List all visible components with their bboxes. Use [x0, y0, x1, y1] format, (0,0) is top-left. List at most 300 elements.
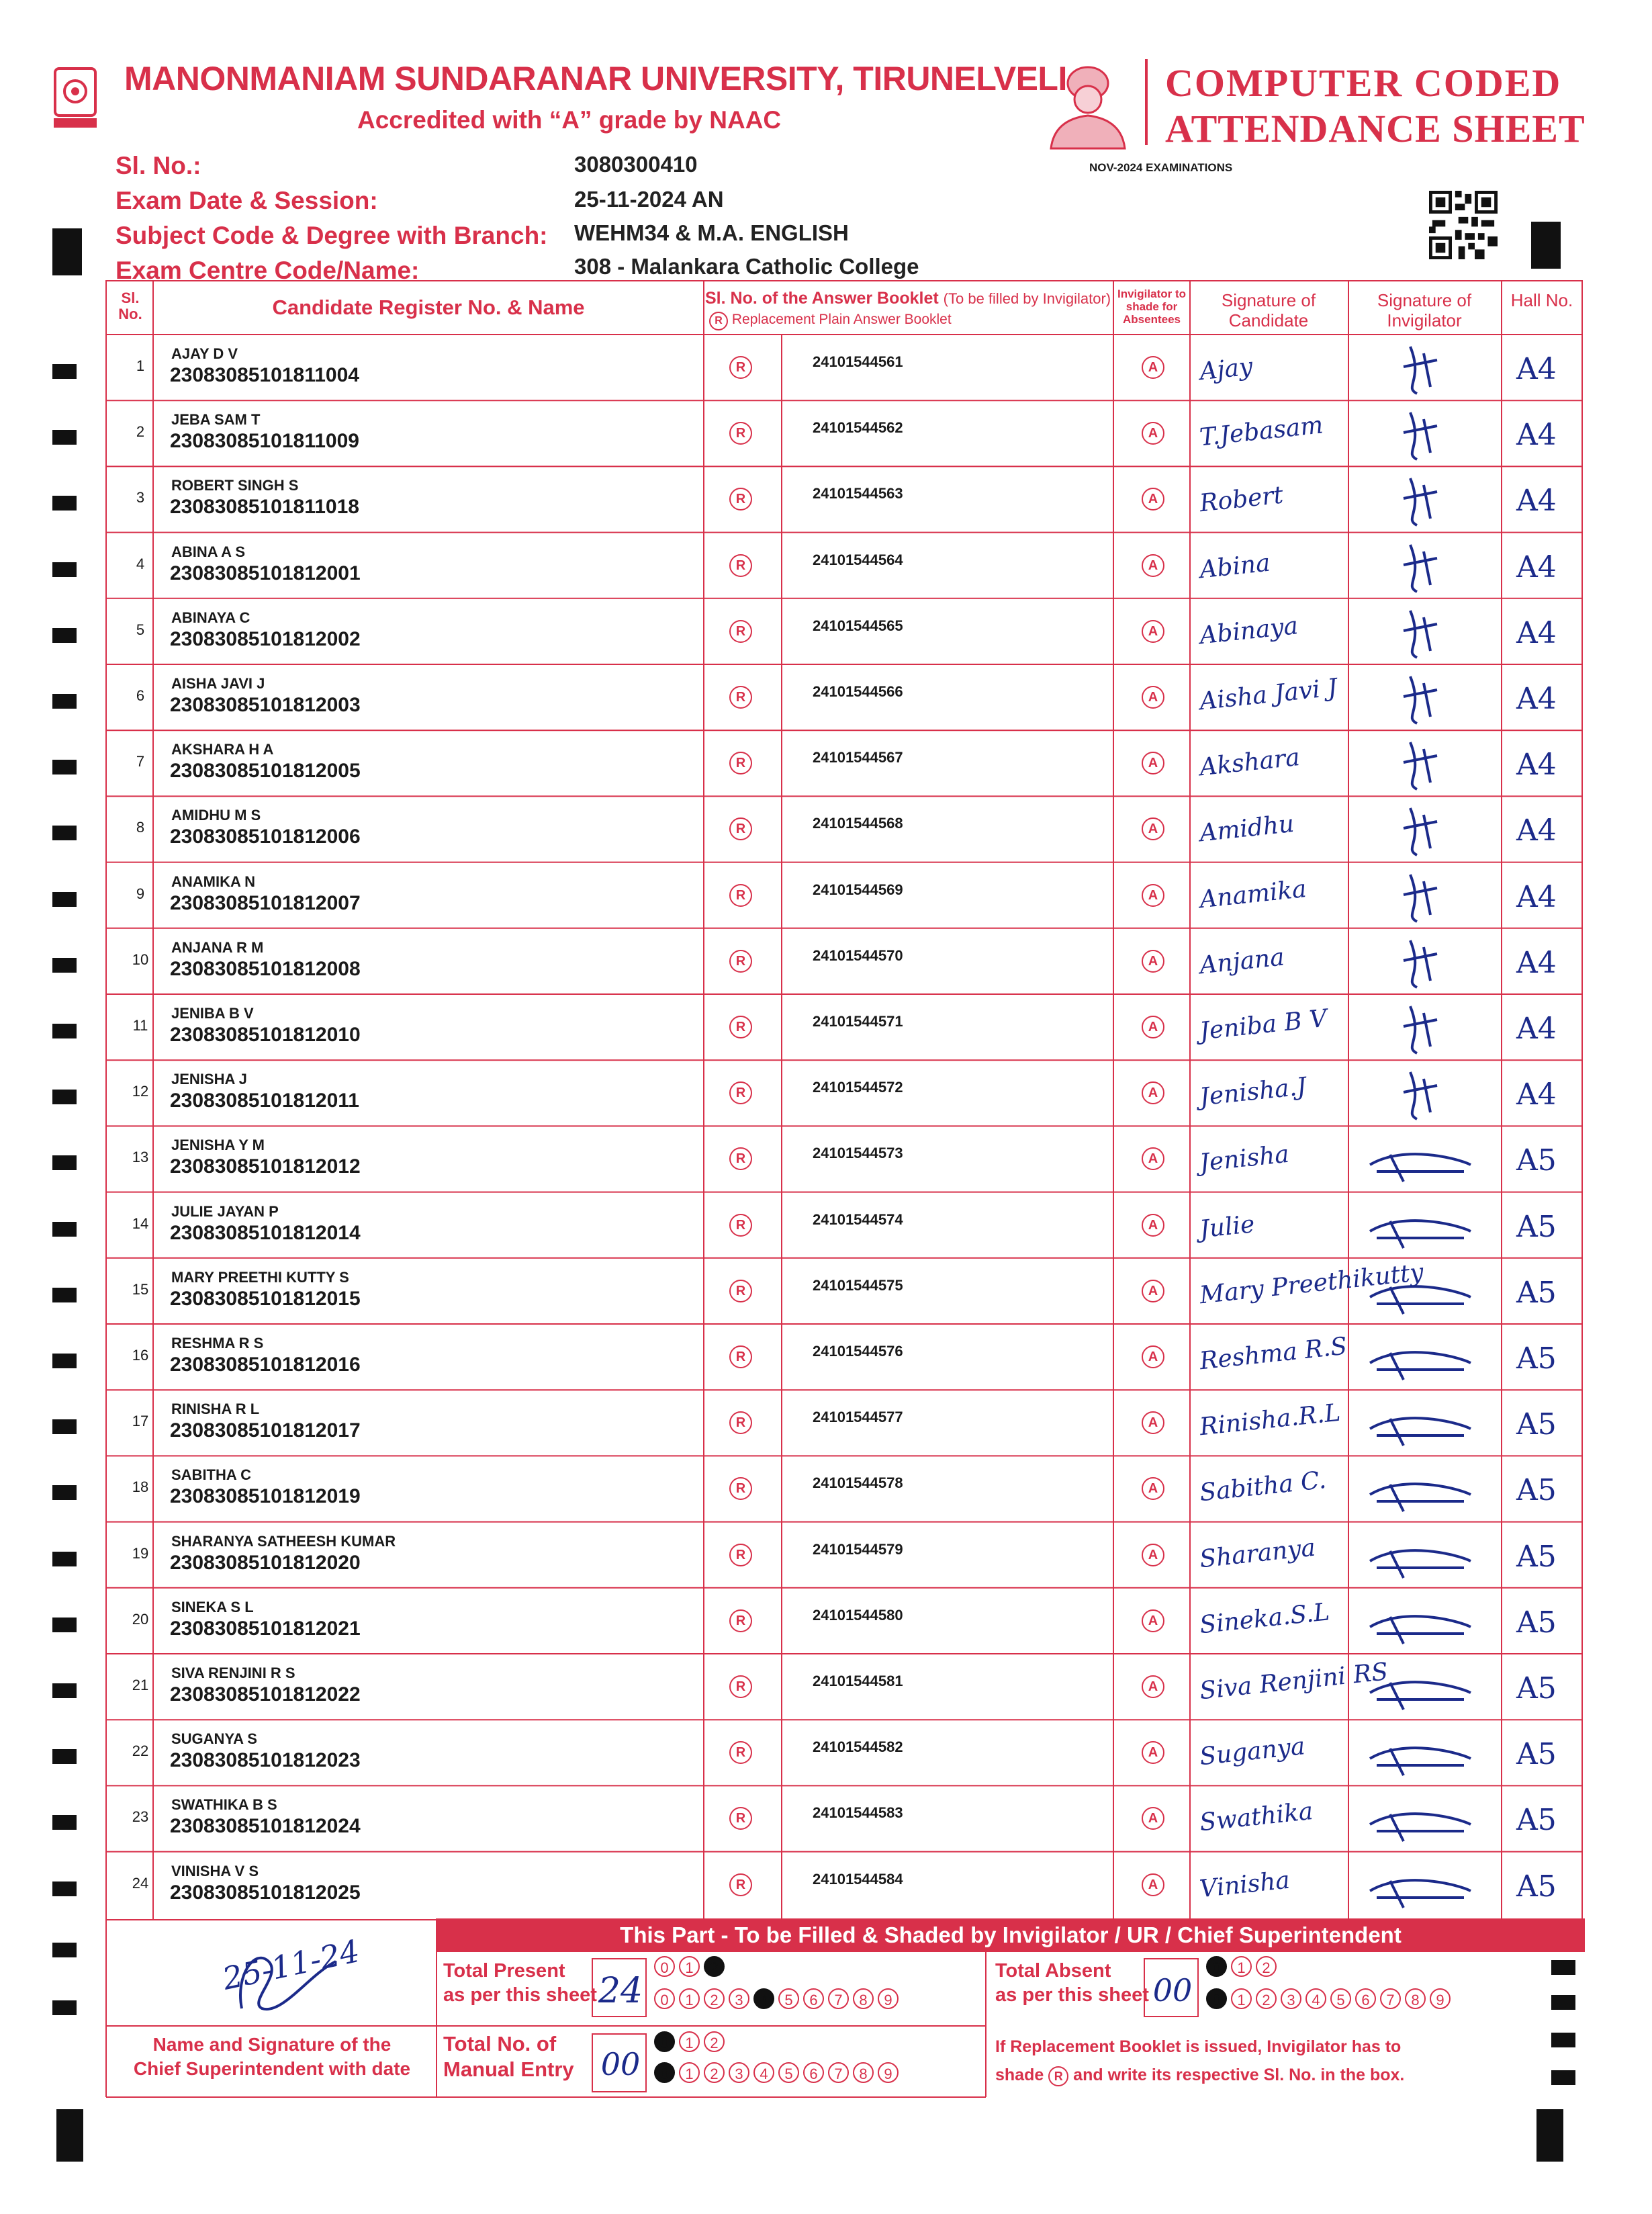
absent-bubble[interactable]: A — [1142, 1741, 1164, 1764]
candidate-signature: Mary Preethikutty — [1198, 1258, 1425, 1310]
candidate-name: JENISHA Y M — [171, 1137, 265, 1154]
candidate-name: SUGANYA S — [171, 1730, 257, 1748]
candidate-signature: Sineka.S.L — [1198, 1598, 1331, 1640]
row-sl: 1 — [136, 357, 145, 374]
field-label-centre: Exam Centre Code/Name: — [116, 257, 420, 284]
digit-bubble[interactable]: 9 — [878, 2062, 899, 2083]
register-number: 23083085101812022 — [170, 1683, 361, 1706]
digit-bubble[interactable]: 0 — [654, 2031, 675, 2052]
col-header-sig-invigilator: Signature of Invigilator — [1377, 290, 1472, 330]
replacement-bubble[interactable]: R — [729, 1544, 752, 1566]
register-number: 23083085101812024 — [170, 1815, 361, 1838]
candidate-signature: Sharanya — [1198, 1534, 1317, 1573]
field-value-centre: 308 - Malankara Catholic College — [574, 254, 919, 279]
candidate-signature: Suganya — [1198, 1732, 1307, 1771]
qr-code — [1429, 191, 1498, 259]
register-number: 23083085101812003 — [170, 694, 361, 716]
absent-bubble[interactable]: A — [1142, 554, 1164, 577]
digit-bubble[interactable]: 1 — [679, 1988, 700, 2009]
replacement-bubble[interactable]: R — [729, 1807, 752, 1830]
register-number: 23083085101812005 — [170, 760, 361, 783]
accreditation: Accredited with “A” grade by NAAC — [357, 106, 782, 134]
row-sl: 24 — [132, 1874, 149, 1892]
invigilator-signature — [1363, 1857, 1484, 1914]
digit-bubble[interactable]: 6 — [1355, 1988, 1376, 2009]
row-sl: 16 — [132, 1347, 149, 1364]
timing-mark — [52, 694, 77, 709]
digit-bubble[interactable]: 0 — [654, 2062, 675, 2083]
timing-mark — [52, 1552, 77, 1566]
digit-bubble[interactable]: 8 — [1405, 1988, 1426, 2009]
candidate-name: RESHMA R S — [171, 1335, 264, 1352]
timing-mark — [52, 1288, 77, 1302]
candidate-name: AMIDHU M S — [171, 807, 261, 824]
hall-number: A4 — [1516, 1012, 1557, 1046]
register-number: 23083085101812010 — [170, 1024, 361, 1046]
candidate-name: JENIBA B V — [171, 1005, 254, 1022]
candidate-signature: Abina — [1198, 549, 1272, 584]
chief-signature-scribble — [228, 1935, 363, 2022]
register-number: 23083085101812001 — [170, 562, 361, 584]
invigilator-signature — [1363, 1593, 1484, 1650]
absent-units-bubbles — [1206, 1988, 1455, 2009]
field-label-slno: Sl. No.: — [116, 152, 201, 179]
booklet-number: 24101544570 — [813, 946, 903, 964]
replacement-bubble[interactable]: R — [729, 884, 752, 907]
chief-label-line1: Name and Signature of the — [152, 2034, 392, 2055]
hall-number: A4 — [1516, 813, 1557, 848]
candidate-signature: Rinisha.R.L — [1198, 1399, 1342, 1442]
digit-bubble[interactable]: 5 — [778, 2062, 799, 2083]
replacement-bubble[interactable]: R — [729, 620, 752, 643]
timing-mark — [52, 1749, 77, 1764]
timing-mark — [52, 1815, 77, 1830]
exam-series: NOV-2024 EXAMINATIONS — [1089, 161, 1233, 174]
registration-mark — [1531, 222, 1561, 269]
digit-bubble[interactable]: 8 — [853, 2062, 874, 2083]
col-header-booklet: Sl. No. of the Answer Booklet — [705, 289, 939, 308]
candidate-name: ANAMIKA N — [171, 873, 256, 890]
digit-bubble[interactable]: 1 — [679, 2031, 700, 2052]
timing-mark — [52, 1155, 77, 1170]
manual-label-line1: Total No. of — [443, 2032, 557, 2055]
booklet-number: 24101544571 — [813, 1013, 903, 1030]
digit-bubble[interactable]: 4 — [753, 1988, 774, 2009]
replacement-note-line1: If Replacement Booklet is issued, Invigilator has to — [995, 2037, 1402, 2056]
replacement-bubble[interactable]: R — [729, 356, 752, 379]
booklet-number: 24101544576 — [813, 1343, 903, 1360]
candidate-signature: Anjana — [1198, 943, 1286, 980]
register-number: 23083085101812011 — [170, 1090, 359, 1112]
booklet-number: 24101544573 — [813, 1145, 903, 1162]
digit-bubble[interactable]: 9 — [1430, 1988, 1451, 2009]
row-sl: 22 — [132, 1742, 149, 1760]
row-sl: 12 — [132, 1083, 149, 1100]
timing-mark — [52, 760, 77, 774]
absent-bubble[interactable]: A — [1142, 1214, 1164, 1237]
absent-bubble[interactable]: A — [1142, 884, 1164, 907]
candidate-name: MARY PREETHI KUTTY S — [171, 1268, 349, 1286]
row-sl: 6 — [136, 687, 145, 704]
candidate-name: RINISHA R L — [171, 1401, 260, 1418]
invigilator-signature — [1363, 1198, 1484, 1254]
candidate-name: AJAY D V — [171, 345, 238, 362]
replacement-bubble[interactable]: R — [729, 1477, 752, 1500]
registration-mark — [52, 228, 82, 275]
sheet-title-line2: ATTENDANCE SHEET — [1165, 107, 1586, 150]
absent-label-line1: Total Absent — [995, 1960, 1111, 1982]
replacement-bubble[interactable]: R — [729, 1609, 752, 1632]
replacement-bubble[interactable]: R — [729, 1345, 752, 1368]
candidate-signature: Siva Renjini RS — [1198, 1658, 1389, 1706]
absent-bubble[interactable]: A — [1142, 620, 1164, 643]
candidate-signature: Reshma R.S — [1198, 1332, 1348, 1376]
absent-label-line2: as per this sheet — [995, 1984, 1149, 2006]
register-number: 23083085101812015 — [170, 1287, 361, 1310]
register-number: 23083085101812006 — [170, 826, 361, 848]
col-header-replacement — [709, 312, 952, 330]
timing-mark — [52, 958, 77, 973]
candidate-name: SHARANYA SATHEESH KUMAR — [171, 1532, 396, 1550]
replacement-bubble[interactable]: R — [729, 1873, 752, 1896]
field-label-subject: Subject Code & Degree with Branch: — [116, 222, 548, 249]
replacement-bubble[interactable]: R — [729, 950, 752, 973]
col-header-replacement-label: Replacement Plain Answer Booklet — [731, 312, 952, 327]
digit-bubble[interactable]: 5 — [1330, 1988, 1351, 2009]
present-label-line2: as per this sheet — [443, 1984, 597, 2006]
candidate-name: JENISHA J — [171, 1071, 247, 1088]
booklet-number: 24101544583 — [813, 1804, 903, 1822]
candidate-signature: Aisha Javi J — [1198, 674, 1339, 716]
candidate-signature: Vinisha — [1198, 1866, 1291, 1903]
absent-bubble[interactable]: A — [1142, 1675, 1164, 1698]
booklet-number: 24101544577 — [813, 1409, 903, 1426]
digit-bubble[interactable]: 5 — [778, 1988, 799, 2009]
absent-tens-bubbles — [1206, 1956, 1281, 1977]
row-sl: 21 — [132, 1677, 149, 1693]
booklet-number: 24101544584 — [813, 1870, 903, 1888]
digit-bubble[interactable]: 2 — [1256, 1988, 1277, 2009]
digit-bubble[interactable]: 4 — [753, 2062, 774, 2083]
digit-bubble[interactable]: 3 — [1281, 1988, 1301, 2009]
digit-bubble[interactable]: 2 — [704, 2062, 725, 2083]
absent-bubble[interactable]: A — [1142, 1081, 1164, 1104]
row-sl: 20 — [132, 1610, 149, 1628]
hall-number: A4 — [1516, 879, 1557, 914]
present-units-bubbles — [654, 1988, 903, 2009]
col-header-sl: Sl. No. — [118, 290, 142, 322]
university-logo — [52, 66, 98, 130]
digit-bubble[interactable]: 7 — [828, 2062, 849, 2083]
booklet-number: 24101544579 — [813, 1540, 903, 1558]
hall-number: A5 — [1516, 1671, 1557, 1706]
candidate-name: VINISHA V S — [171, 1862, 259, 1879]
digit-bubble[interactable]: 2 — [1256, 1956, 1277, 1977]
register-number: 23083085101812020 — [170, 1551, 361, 1574]
absent-bubble[interactable]: A — [1142, 1147, 1164, 1170]
absent-bubble[interactable]: A — [1142, 356, 1164, 379]
row-sl: 18 — [132, 1478, 149, 1496]
replacement-bubble[interactable]: R — [729, 554, 752, 577]
field-label-date: Exam Date & Session: — [116, 187, 378, 214]
booklet-number: 24101544575 — [813, 1276, 903, 1294]
invigilator-signature — [1363, 1725, 1484, 1781]
booklet-number: 24101544568 — [813, 815, 903, 832]
timing-mark — [52, 1485, 77, 1500]
booklet-number: 24101544574 — [813, 1210, 903, 1228]
hall-number: A5 — [1516, 1539, 1557, 1574]
timing-mark — [52, 364, 77, 379]
absent-bubble[interactable]: A — [1142, 950, 1164, 973]
invigilator-signature — [1363, 1395, 1484, 1452]
timing-mark — [52, 628, 77, 643]
invigilator-signature — [1363, 934, 1484, 990]
hall-number: A4 — [1516, 748, 1557, 783]
field-value-slno: 3080300410 — [574, 152, 698, 177]
replacement-mark-icon: R — [709, 312, 728, 330]
register-number: 23083085101811004 — [170, 364, 359, 386]
candidate-signature: Sabitha C. — [1198, 1466, 1328, 1507]
row-sl: 4 — [136, 555, 145, 572]
replacement-bubble[interactable]: R — [729, 1147, 752, 1170]
candidate-signature: T.Jebasam — [1198, 411, 1325, 452]
replacement-bubble[interactable]: R — [729, 422, 752, 445]
absent-bubble[interactable]: A — [1142, 1544, 1164, 1566]
candidate-name: SINEKA S L — [171, 1598, 254, 1615]
register-number: 23083085101812007 — [170, 891, 361, 914]
hall-number: A4 — [1516, 682, 1557, 716]
replacement-bubble[interactable]: R — [729, 1411, 752, 1434]
hall-number: A5 — [1516, 1605, 1557, 1640]
timing-mark — [52, 1881, 77, 1896]
candidate-signature: Abinaya — [1198, 612, 1299, 650]
register-number: 23083085101812017 — [170, 1419, 361, 1442]
timing-mark — [52, 1618, 77, 1632]
replacement-bubble[interactable]: R — [729, 686, 752, 709]
booklet-number: 24101544563 — [813, 485, 903, 502]
register-number: 23083085101812008 — [170, 957, 361, 980]
invigilator-signature — [1363, 1264, 1484, 1320]
digit-bubble[interactable]: 6 — [803, 1988, 824, 2009]
present-value: 24 — [598, 1971, 643, 2011]
candidate-signature: Akshara — [1198, 744, 1301, 782]
register-number: 23083085101811009 — [170, 430, 359, 453]
invigilator-signature — [1363, 1131, 1484, 1188]
absent-bubble[interactable]: A — [1142, 752, 1164, 774]
hall-number: A5 — [1516, 1407, 1557, 1442]
digit-bubble[interactable]: 2 — [704, 1988, 725, 2009]
booklet-number: 24101544561 — [813, 353, 903, 370]
candidate-name: SIVA RENJINI R S — [171, 1665, 295, 1681]
digit-bubble[interactable]: 9 — [878, 1988, 899, 2009]
booklet-number: 24101544578 — [813, 1474, 903, 1492]
candidate-signature: Jenisha.J — [1198, 1073, 1308, 1112]
absent-bubble[interactable]: A — [1142, 686, 1164, 709]
manual-label-line2: Manual Entry — [443, 2057, 574, 2081]
hall-number: A5 — [1516, 1737, 1557, 1772]
replacement-note-line2: and write its respective Sl. No. in the box. — [1073, 2066, 1405, 2084]
absent-bubble[interactable]: A — [1142, 1807, 1164, 1830]
register-number: 23083085101812021 — [170, 1617, 361, 1640]
booklet-number: 24101544562 — [813, 419, 903, 437]
timing-mark — [52, 430, 77, 445]
candidate-name: ABINA A S — [171, 543, 245, 560]
present-tens-bubbles — [654, 1956, 729, 1977]
absent-bubble[interactable]: A — [1142, 1609, 1164, 1632]
present-label-line1: Total Present — [443, 1960, 565, 1982]
registration-mark — [56, 2109, 83, 2162]
candidate-signature: Jenisha — [1198, 1141, 1291, 1178]
candidate-name: AISHA JAVI J — [171, 675, 265, 692]
candidate-name: JEBA SAM T — [171, 411, 261, 429]
col-header-hall: Hall No. — [1510, 290, 1573, 310]
row-sl: 14 — [132, 1214, 149, 1232]
candidate-name: SABITHA C — [171, 1466, 251, 1484]
digit-bubble[interactable]: 8 — [853, 1988, 874, 2009]
manual-value: 00 — [600, 2046, 641, 2082]
replacement-mark-icon: R — [1048, 2066, 1068, 2086]
replacement-bubble[interactable]: R — [729, 1280, 752, 1302]
timing-mark — [52, 2000, 77, 2015]
timing-mark — [52, 496, 77, 511]
register-number: 23083085101812012 — [170, 1155, 361, 1178]
invigilator-signature — [1363, 736, 1484, 792]
hall-number: A4 — [1516, 418, 1557, 453]
digit-bubble[interactable]: 7 — [828, 1988, 849, 2009]
absent-bubble[interactable]: A — [1142, 817, 1164, 840]
absent-bubble[interactable]: A — [1142, 1873, 1164, 1896]
register-number: 23083085101812023 — [170, 1749, 361, 1772]
replacement-bubble[interactable]: R — [729, 1081, 752, 1104]
invigilator-signature — [1363, 868, 1484, 924]
hall-number: A5 — [1516, 1341, 1557, 1376]
hall-number: A5 — [1516, 1275, 1557, 1310]
replacement-bubble[interactable]: R — [729, 1214, 752, 1237]
digit-bubble[interactable]: 2 — [704, 2031, 725, 2052]
timing-mark — [52, 1943, 77, 1957]
absent-bubble[interactable]: A — [1142, 1345, 1164, 1368]
candidate-name: ANJANA R M — [171, 938, 264, 956]
digit-bubble[interactable]: 1 — [1231, 1956, 1252, 1977]
replacement-bubble[interactable]: R — [729, 817, 752, 840]
candidate-signature: Jeniba B V — [1198, 1004, 1328, 1046]
digit-bubble[interactable]: 0 — [1206, 1956, 1227, 1977]
digit-bubble[interactable]: 0 — [654, 1956, 675, 1977]
digit-bubble[interactable]: 0 — [1206, 1988, 1227, 2009]
replacement-bubble[interactable]: R — [729, 488, 752, 511]
row-sl: 13 — [132, 1149, 149, 1166]
digit-bubble[interactable]: 2 — [704, 1956, 725, 1977]
chief-signature-date: 25-11-24 — [219, 1933, 363, 1997]
footer-banner: This Part - To be Filled & Shaded by Invigilator / UR / Chief Superintendent — [437, 1918, 1585, 1952]
hall-number: A4 — [1516, 945, 1557, 980]
timing-mark — [52, 892, 77, 907]
booklet-number: 24101544581 — [813, 1673, 903, 1689]
candidate-signature: Robert — [1198, 481, 1285, 518]
absent-bubble[interactable]: A — [1142, 1411, 1164, 1434]
registration-mark — [1536, 2109, 1563, 2162]
register-number: 23083085101812002 — [170, 627, 361, 650]
invigilator-signature — [1363, 1000, 1484, 1056]
candidate-name: SWATHIKA B S — [171, 1796, 277, 1814]
invigilator-signature — [1363, 670, 1484, 726]
invigilator-signature — [1363, 1461, 1484, 1517]
hall-number: A5 — [1516, 1209, 1557, 1244]
replacement-bubble[interactable]: R — [729, 1016, 752, 1038]
digit-bubble[interactable]: 1 — [679, 2062, 700, 2083]
invigilator-signature — [1363, 1329, 1484, 1386]
absent-value: 00 — [1152, 1972, 1193, 2008]
absent-bubble[interactable]: A — [1142, 422, 1164, 445]
digit-bubble[interactable]: 4 — [1305, 1988, 1326, 2009]
hall-number: A4 — [1516, 352, 1557, 386]
booklet-number: 24101544580 — [813, 1606, 903, 1624]
digit-bubble[interactable]: 3 — [729, 2062, 749, 2083]
field-value-date: 25-11-2024 AN — [574, 187, 724, 212]
row-sl: 2 — [136, 423, 145, 441]
col-header-sig-candidate: Signature of Candidate — [1221, 290, 1316, 330]
header-divider — [1145, 59, 1148, 145]
candidate-signature: Swathika — [1198, 1798, 1315, 1837]
digit-bubble[interactable]: 0 — [654, 1988, 675, 2009]
digit-bubble[interactable]: 1 — [1231, 1988, 1252, 2009]
hall-number: A4 — [1516, 1077, 1557, 1112]
invigilator-signature — [1363, 604, 1484, 660]
col-header-candidate: Candidate Register No. & Name — [272, 296, 585, 319]
replacement-bubble[interactable]: R — [729, 1741, 752, 1764]
candidate-name: ABINAYA C — [171, 609, 250, 626]
hall-number: A4 — [1516, 549, 1557, 584]
invigilator-signature — [1363, 1791, 1484, 1847]
field-value-subject: WEHM34 & M.A. ENGLISH — [574, 220, 849, 245]
candidate-name: AKSHARA H A — [171, 741, 274, 758]
booklet-number: 24101544566 — [813, 683, 903, 700]
absent-bubble[interactable]: A — [1142, 1477, 1164, 1500]
timing-mark — [52, 562, 77, 577]
candidate-signature: Ajay — [1198, 353, 1254, 386]
row-sl: 5 — [136, 621, 145, 638]
candidate-name: JULIE JAYAN P — [171, 1202, 279, 1220]
replacement-bubble[interactable]: R — [729, 1675, 752, 1698]
absent-bubble[interactable]: A — [1142, 1016, 1164, 1038]
founder-portrait — [1044, 58, 1132, 148]
invigilator-signature — [1363, 538, 1484, 594]
digit-bubble[interactable]: 3 — [729, 1988, 749, 2009]
digit-bubble[interactable]: 6 — [803, 2062, 824, 2083]
col-header-booklet-note: (To be filled by Invigilator) — [943, 290, 1111, 307]
hall-number: A5 — [1516, 1803, 1557, 1838]
row-sl: 15 — [132, 1280, 149, 1298]
timing-mark — [52, 1419, 77, 1434]
booklet-number: 24101544572 — [813, 1079, 903, 1096]
digit-bubble[interactable]: 7 — [1380, 1988, 1401, 2009]
digit-bubble[interactable]: 1 — [679, 1956, 700, 1977]
timing-mark — [52, 1222, 77, 1237]
invigilator-signature — [1363, 1527, 1484, 1584]
booklet-number: 24101544565 — [813, 617, 903, 634]
booklet-number: 24101544582 — [813, 1738, 903, 1756]
absent-bubble[interactable]: A — [1142, 1280, 1164, 1302]
row-sl: 11 — [132, 1017, 148, 1034]
invigilator-signature — [1363, 1065, 1484, 1122]
absent-bubble[interactable]: A — [1142, 488, 1164, 511]
row-sl: 7 — [136, 753, 145, 770]
timing-mark — [52, 1090, 77, 1104]
manual-units-bubbles — [654, 2062, 903, 2083]
candidate-signature: Anamika — [1198, 875, 1308, 914]
replacement-bubble[interactable]: R — [729, 752, 752, 774]
timing-mark — [52, 1354, 77, 1368]
